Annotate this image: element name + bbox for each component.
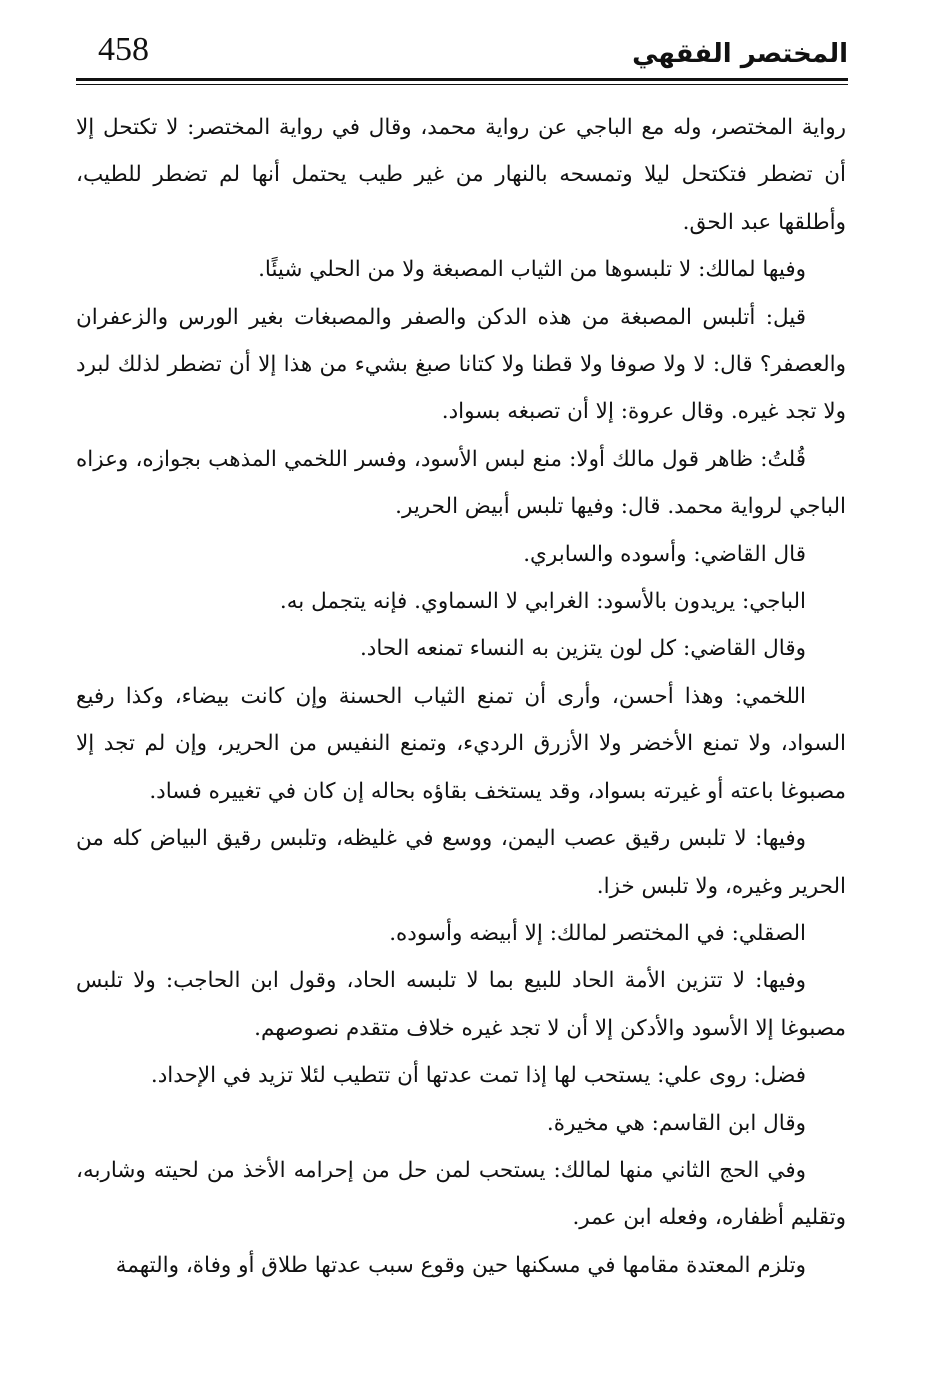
header-rule-thin <box>76 84 848 85</box>
paragraph-2: وفيها لمالك: لا تلبسوها من الثياب المصبغة ولا من الحلي شيئًا. <box>258 257 806 283</box>
paragraph-13: وقال ابن القاسم: هي مخيرة. <box>546 1110 806 1136</box>
header-rule <box>76 78 848 81</box>
page-header <box>76 30 848 92</box>
paragraph-12: فضل: روى علي: يستحب لها إذا تمت عدتها أن تتطيب لئلا تزيد في الإحداد. <box>150 1063 806 1089</box>
paragraph-10: الصقلي: في المختصر لمالك: إلا أبيضه وأسوده. <box>389 920 806 946</box>
paragraph-11: وفيها: لا تتزين الأمة الحاد للبيع بما لا تلبسه الحاد، وقول ابن الحاجب: ولا تلبس مصبوغا إلا الأسود والأدكن إلا أن لا تجد غيره خلاف متقدم نصوصهم. <box>76 968 846 1041</box>
paragraph-14: وفي الحج الثاني منها لمالك: يستحب لمن حل من إحرامه الأخذ من لحيته وشاربه، وتقليم أظفاره، وفعله ابن عمر. <box>76 1157 846 1231</box>
page-body <box>76 104 846 1289</box>
paragraph-6: الباجي: يريدون بالأسود: الغرابي لا السماوي. فإنه يتجمل به. <box>279 589 806 615</box>
paragraph-15: وتلزم المعتدة مقامها في مسكنها حين وقوع سبب عدتها طلاق أو وفاة، والتهمة <box>115 1252 806 1278</box>
paragraph-3: قيل: أتلبس المصبغة من هذه الدكن والصفر والمصبغات بغير الورس والزعفران والعصفر؟ قال: لا ولا صوفا ولا قطنا ولا كتانا صبغ بشيء من هذا إلا أن تضطر لذلك لبرد ولا تجد غيره. وقال عروة: إلا أن تصبغه بسواد. <box>76 304 846 425</box>
paragraph-9: وفيها: لا تلبس رقيق عصب اليمن، ووسع في غليظه، وتلبس رقيق البياض كله من الحرير وغيره، ولا تلبس خزا. <box>76 826 846 899</box>
paragraph-7: وقال القاضي: كل لون يتزين به النساء تمنعه الحاد. <box>359 636 806 662</box>
paragraph-1: رواية المختصر، وله مع الباجي عن رواية محمد، وقال في رواية المختصر: لا تكتحل إلا أن تضطر فتكتحل ليلا وتمسحه بالنهار من غير طيب يحتمل أنها لم تضطر للطيب، وأطلقها عبد الحق. <box>76 115 846 235</box>
page-number: 458 <box>98 31 149 68</box>
paragraph-5: قال القاضي: وأسوده والسابري. <box>523 541 806 567</box>
running-title: المختصر الفقهي <box>632 39 848 69</box>
paragraph-4: قُلتُ: ظاهر قول مالك أولا: منع لبس الأسود، وفسر اللخمي المذهب بجوازه، وعزاه الباجي لرواية محمد. قال: وفيها تلبس أبيض الحرير. <box>76 446 846 520</box>
paragraph-8: اللخمي: وهذا أحسن، وأرى أن تمنع الثياب الحسنة وإن كانت بيضاء، وكذا رفيع السواد، ولا تمنع الأخضر ولا الأزرق الرديء، وتمنع النفيس من الحرير، وإن لم تجد إلا مصبوغا باعته أو غيرته بسواد، وقد يستخف بقاؤه بحاله إن كان في تغييره فساد. <box>76 683 846 804</box>
